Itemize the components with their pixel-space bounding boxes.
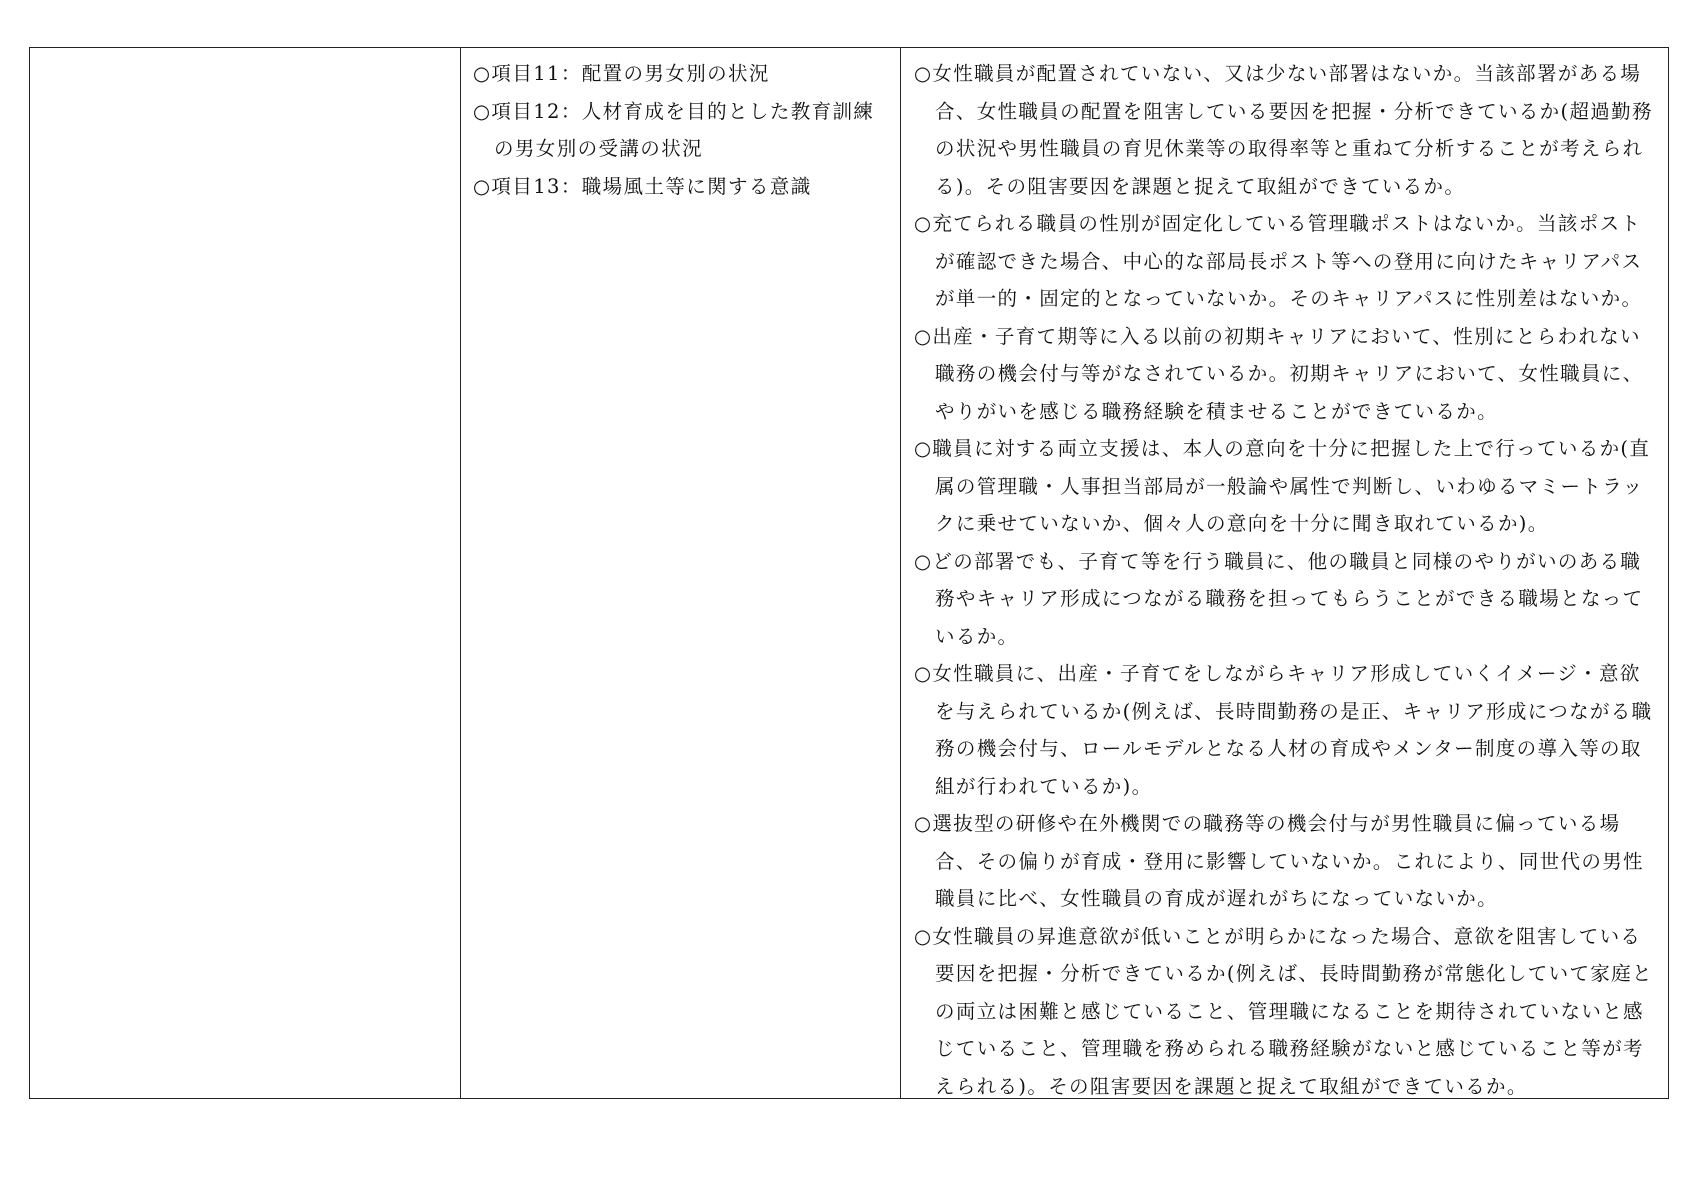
list-item: ○出産・子育て期等に入る以前の初期キャリアにおいて、性別にとらわれない職務の機会付与等がなされているか。初期キャリアにおいて、女性職員に、やりがいを感じる職務経験を積ませることができているか。 xyxy=(914,324,1644,423)
table-cell-items xyxy=(461,48,901,1098)
list-item: ○項目11：配置の男女別の状況 xyxy=(473,62,770,85)
list-item: ○女性職員に、出産・子育てをしながらキャリア形成していくイメージ・意欲を与えられているか(例えば、長時間勤務の是正、キャリア形成につながる職務の機会付与、ロールモデルとなる人材の育成やメンター制度の導入等の取組が行われているか)。 xyxy=(914,662,1653,798)
list-item: ○項目13：職場風土等に関する意識 xyxy=(473,174,812,198)
table-cell-checkpoints xyxy=(901,48,1668,1098)
list-item: ○選抜型の研修や在外機関での職務等の機会付与が男性職員に偏っている場合、その偏りが育成・登用に影響していないか。これにより、同世代の男性職員に比べ、女性職員の育成が遅れがちになっていないか。 xyxy=(914,812,1644,910)
list-item: ○どの部署でも、子育て等を行う職員に、他の職員と同様のやりがいのある職務やキャリア形成につながる職務を担ってもらうことができる職場となっているか。 xyxy=(914,549,1644,648)
list-item: ○充てられる職員の性別が固定化している管理職ポストはないか。当該ポストが確認できた場合、中心的な部局長ポスト等への登用に向けたキャリアパスが単一的・固定的となっていないか。そのキャリアパスに性別差はないか。 xyxy=(914,212,1643,310)
list-item: ○女性職員の昇進意欲が低いことが明らかになった場合、意欲を阻害している要因を把握・分析できているか(例えば、長時間勤務が常態化していて家庭との両立は困難と感じていること、管理職になることを期待されていないと感じていること、管理職を務められる職務経験がないと感じていること等が考えられる)。その阻害要因を課題と捉えて取組ができているか。 xyxy=(914,924,1653,1098)
table-cell-empty xyxy=(30,48,461,1098)
list-item: ○職員に対する両立支援は、本人の意向を十分に把握した上で行っているか(直属の管理職・人事担当部局が一般論や属性で判断し、いわゆるマミートラックに乗せていないか、個々人の意向を十分に聞き取れているか)。 xyxy=(914,437,1651,535)
list-item: ○項目12：人材育成を目的とした教育訓練の男女別の受講の状況 xyxy=(473,99,875,160)
document-table xyxy=(29,47,1669,1099)
list-item: ○女性職員が配置されていない、又は少ない部署はないか。当該部署がある場合、女性職員の配置を阻害している要因を把握・分析できているか(超過勤務の状況や男性職員の育児休業等の取得率等と重ねて分析することが考えられる)。その阻害要因を課題と捉えて取組ができているか。 xyxy=(914,62,1653,198)
